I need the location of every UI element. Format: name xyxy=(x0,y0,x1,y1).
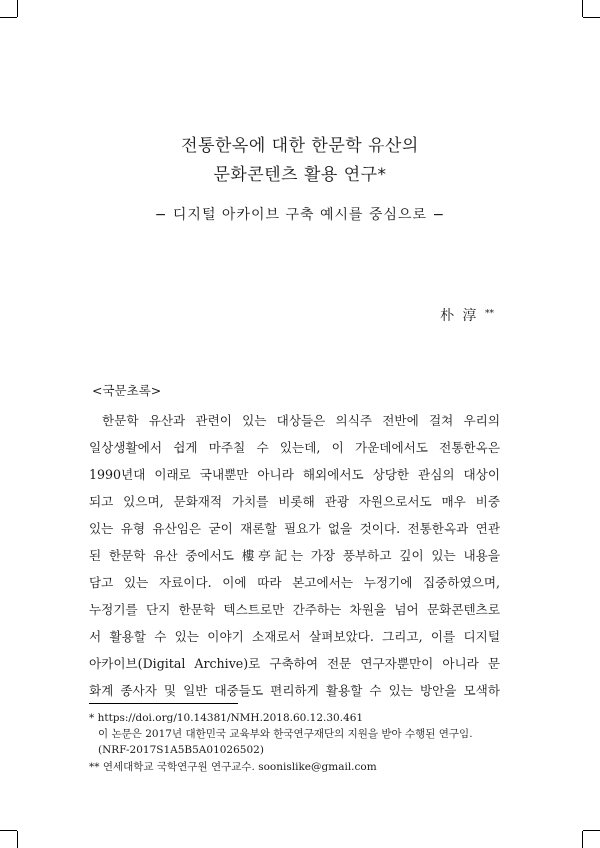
abstract-line: 서 활용할 수 있는 이야기 소재로서 살펴보았다. 그리고, 이를 디지털 xyxy=(89,629,500,644)
paper-title-line-2: 문화콘텐츠 활용 연구* xyxy=(213,165,387,185)
author-name: 朴 淳 xyxy=(440,308,479,324)
crop-mark-bottom-right-v xyxy=(582,831,583,848)
crop-mark-top-right-h xyxy=(583,17,600,18)
abstract-line: 한문학 유산과 관련이 있는 대상들은 의식주 전반에 걸쳐 우리의 xyxy=(102,413,500,428)
abstract-heading: <국문초록> xyxy=(92,383,162,398)
abstract-line: 되고 있으며, 문화재적 가치를 비롯해 관광 자원으로서도 매우 비중 xyxy=(89,494,500,509)
crop-mark-top-right-v xyxy=(582,0,583,17)
abstract-line: 아카이브(Digital Archive)로 구축하여 전문 연구자뿐만이 아니라 문 xyxy=(89,656,500,671)
abstract-line: 담고 있는 자료이다. 이에 따라 본고에서는 누정기에 집중하였으며, xyxy=(89,575,500,590)
footnote-funding: 이 논문은 2017년 대한민국 교육부와 한국연구재단의 지원을 받아 수행된 연구임. xyxy=(98,728,473,740)
abstract-line: 화계 종사자 및 일반 대중들도 편리하게 활용할 수 있는 방안을 모색하 xyxy=(89,683,500,698)
paper-subtitle: − 디지털 아카이브 구축 예시를 중심으로 − xyxy=(154,207,446,223)
crop-mark-bottom-left-v xyxy=(17,831,18,848)
abstract-line: 된 한문학 유산 중에서도 樓亭記는 가장 풍부하고 깊이 있는 내용을 xyxy=(89,548,500,563)
abstract-line: 있는 유형 유산임은 굳이 재론할 필요가 없을 것이다. 전통한옥과 연관 xyxy=(89,521,500,536)
footnote-doi: * https://doi.org/10.14381/NMH.2018.60.12.30.461 xyxy=(89,712,364,724)
crop-mark-bottom-right-h xyxy=(583,830,600,831)
footnote-divider xyxy=(89,703,238,704)
crop-mark-top-left-h xyxy=(0,17,17,18)
abstract-line: 일상생활에서 쉽게 마주칠 수 있는데, 이 가운데에서도 전통한옥은 xyxy=(89,440,500,455)
footnote-grant-number: (NRF-2017S1A5B5A01026502) xyxy=(98,744,264,756)
author-byline xyxy=(440,305,494,325)
paper-title-line-1: 전통한옥에 대한 한문학 유산의 xyxy=(181,136,419,156)
footnote-author-affiliation: ** 연세대학교 국학연구원 연구교수. soonislike@gmail.com xyxy=(89,761,377,773)
crop-mark-top-left-v xyxy=(17,0,18,17)
author-footnote-mark: ** xyxy=(485,309,494,319)
abstract-line: 누정기를 단지 한문학 텍스트로만 간주하는 차원을 넘어 문화콘텐츠로 xyxy=(89,602,500,617)
abstract-body xyxy=(89,407,500,704)
crop-mark-bottom-left-h xyxy=(0,830,17,831)
abstract-line: 1990년대 이래로 국내뿐만 아니라 해외에서도 상당한 관심의 대상이 xyxy=(89,467,500,482)
